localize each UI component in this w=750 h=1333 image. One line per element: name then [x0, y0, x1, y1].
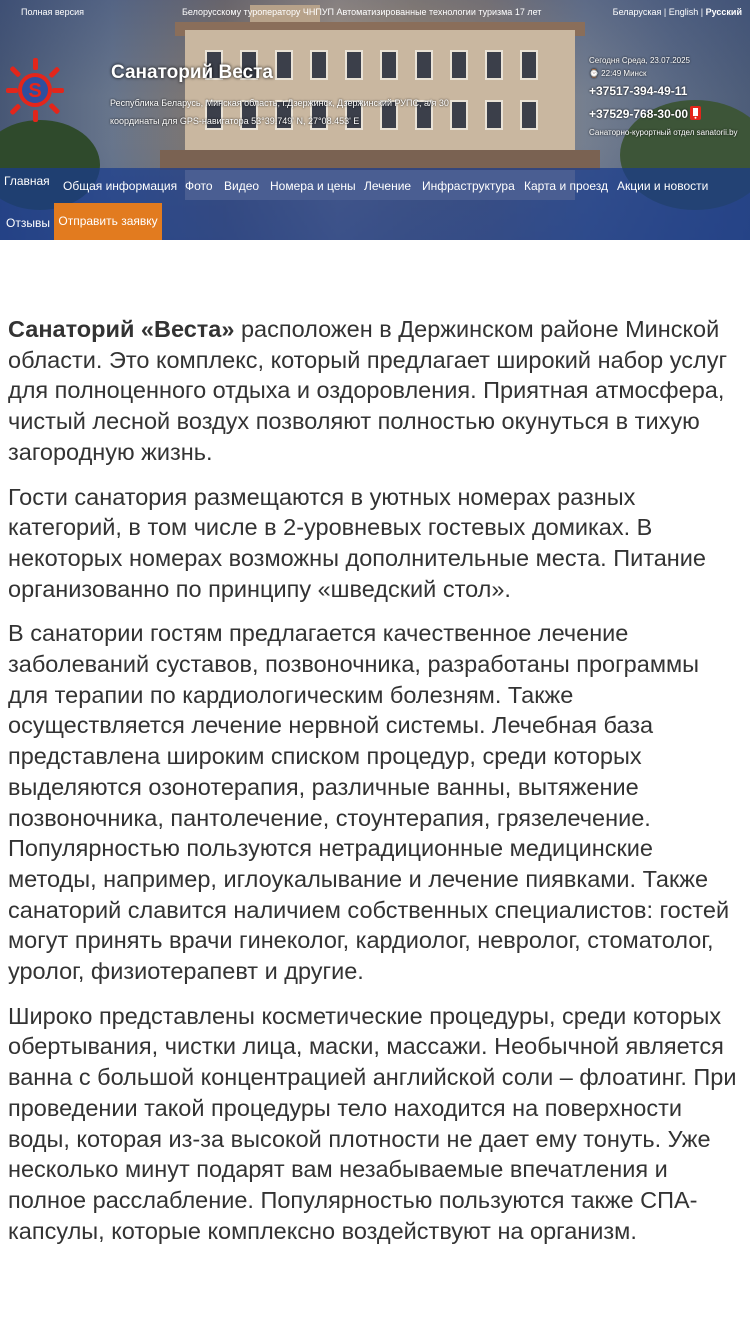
lang-separator: |: [700, 7, 704, 17]
nav-photo[interactable]: Фото: [185, 179, 213, 193]
phone-1[interactable]: [589, 84, 687, 98]
phone-1-number[interactable]: +37517-394-49-11: [589, 84, 688, 98]
paragraph-cosmetic: Широко представлены косметические процедуры, среди которых обертывания, чистки лица, маски, массажи. Необычной является ванна с большой концентрацией английской соли – флоатинг. При проведении такой процедуры тело находится на поверхности воды, которая из-за высокой плотности не дает ему тонуть. Уже несколько минут подарят вам незабываемые впечатления и полное расслабление. Популярностью пользуются также СПА-капсулы, которые комплексно воздействуют на организм.: [8, 1002, 737, 1244]
nav-general-info[interactable]: Общая информация: [63, 179, 178, 193]
today-date: Сегодня Среда, 23.07.2025: [589, 56, 690, 65]
paragraph-rooms: Гости санатория размещаются в уютных номерах разных категорий, в том числе в 2-уровневых гостевых домиках. В некоторых номерах возможны дополнительные места. Питание организованно по принципу «шведский стол».: [8, 483, 706, 602]
top-bar: [0, 0, 750, 26]
paragraph-intro: [8, 314, 743, 468]
site-gps: координаты для GPS-навигатора 53°39.749' N, 27°08.453' E: [110, 116, 360, 126]
main-content: [8, 314, 743, 1260]
sanatorium-name: Санаторий «Веста»: [8, 316, 235, 342]
lang-separator: |: [663, 7, 667, 17]
paragraph-treatment: В санатории гостям предлагается качественное лечение заболеваний суставов, позвоночника, разработаны программы для терапии по кардиологическим болезням. Также осуществляется лечение нервной системы. Лечебная база представлена широким списком процедур, среди которых выделяются озонотерапия, различные ванны, вытяжение позвоночника, пантолечение, стоунтерапия, грязелечение. Популярностью пользуются нетрадиционные медицинские методы, например, иглоукалывание и лечение пиявками. Также санаторий славится наличием собственных специалистов: гостей могут принять врачи гинеколог, кардиолог, невролог, стоматолог, уролог, физиотерапевт и другие.: [8, 620, 730, 985]
nav-video[interactable]: Видео: [224, 179, 260, 193]
lang-en-link[interactable]: English: [668, 7, 699, 17]
promo-text: Белорусскому туроператору ЧНПУП Автоматизированные технологии туризма 17 лет: [182, 7, 542, 17]
full-version-link[interactable]: Полная версия: [21, 7, 84, 17]
nav-treatment[interactable]: Лечение: [364, 179, 412, 193]
nav-rooms-prices[interactable]: Номера и цены: [270, 179, 356, 193]
nav-reviews[interactable]: Отзывы: [6, 216, 50, 230]
building-base: [160, 150, 600, 170]
header: [0, 0, 750, 240]
paragraph-intro-text: расположен в Держинском районе Минской области. Это комплекс, который предлагает широкий набор услуг для полноценного отдыха и оздоровления. Приятная атмосфера, чистый лесной воздух позволяют полностью окунуться в тихую загородную жизнь.: [8, 316, 728, 465]
nav-promos-news[interactable]: Акции и новости: [617, 179, 709, 193]
mobile-phone-icon: [690, 106, 701, 120]
clock: ⌚ 22:49 Минск: [589, 69, 647, 78]
site-address: Республика Беларусь, Минская область, г.Дзержинск, Дзержинский РУПС, а/я 30: [110, 98, 449, 108]
department-link[interactable]: Санаторно-курортный отдел sanatorii.by: [589, 128, 738, 137]
site-title: Санаторий Веста: [111, 62, 273, 83]
nav-home[interactable]: Главная: [4, 174, 50, 188]
nav-map[interactable]: Карта и проезд: [524, 179, 608, 193]
language-switcher: [613, 7, 742, 17]
lang-by-link[interactable]: Беларуская: [612, 7, 662, 17]
phone-2-number[interactable]: +37529-768-30-00: [589, 107, 689, 121]
phone-2[interactable]: [589, 106, 701, 121]
nav-infrastructure[interactable]: Инфраструктура: [422, 179, 515, 193]
sun-logo-icon[interactable]: [6, 58, 64, 122]
svg-text:S: S: [28, 80, 42, 102]
send-request-button[interactable]: Отправить заявку: [54, 203, 162, 240]
lang-ru-link[interactable]: Русский: [705, 7, 742, 17]
